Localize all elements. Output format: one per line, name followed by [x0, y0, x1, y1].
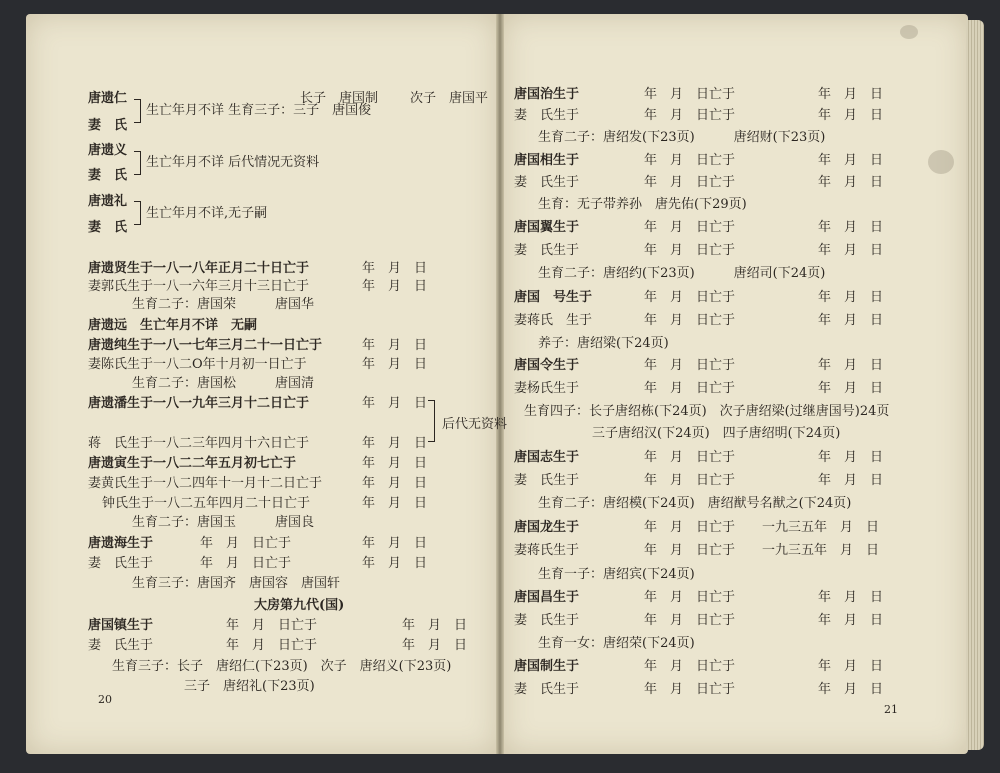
- text-line: 妻 氏生于: [514, 108, 580, 123]
- text-line: 生育：无子带养孙 唐先佑(下29页): [538, 197, 747, 212]
- text-line: 生亡年月不详 后代情况无资料: [146, 155, 320, 170]
- text-line: 年 月 日: [362, 536, 428, 551]
- text-line: 年 月 日亡于: [644, 381, 736, 396]
- text-line: 年 月 日: [818, 682, 884, 697]
- text-line: 三子唐绍汉(下24页) 四子唐绍明(下24页): [592, 426, 841, 441]
- text-line: 年 月 日: [362, 496, 428, 511]
- text-line: 次子 唐国平: [410, 91, 489, 106]
- text-line: 生育二子：唐国松 唐国清: [132, 376, 315, 391]
- text-line: 钟氏生于一八二五年四月二十日亡于: [102, 496, 311, 511]
- text-line: 妻 氏生于: [88, 556, 154, 571]
- text-line: 唐遗义: [88, 143, 128, 158]
- text-line: 年 月 日亡于: [644, 87, 736, 102]
- text-line: 三子 唐绍礼(下23页): [184, 679, 315, 694]
- text-line: 年 月 日: [362, 279, 428, 294]
- text-line: 年 月 日亡于: [644, 520, 736, 535]
- text-line: 年 月 日亡于: [226, 638, 318, 653]
- text-line: 唐国翼生于: [514, 220, 580, 235]
- text-line: 年 月 日亡于: [644, 290, 736, 305]
- text-line: 生育二子：唐绍约(下23页) 唐绍司(下24页): [538, 266, 826, 281]
- text-line: 年 月 日: [818, 87, 884, 102]
- text-line: 年 月 日: [818, 450, 884, 465]
- text-line: 唐国制生于: [514, 659, 580, 674]
- text-line: 一九三五年 月 日: [762, 543, 880, 558]
- text-line: 年 月 日: [818, 313, 884, 328]
- page-number-left: 20: [98, 693, 112, 706]
- text-line: 年 月 日亡于: [644, 613, 736, 628]
- text-line: 妻蒋氏生于: [514, 543, 580, 558]
- text-line: 年 月 日亡于: [644, 220, 736, 235]
- text-line: 妻郭氏生于一八一六年三月十三日亡于: [88, 279, 310, 294]
- text-line: 唐遗礼: [88, 194, 128, 209]
- text-line: 年 月 日: [402, 638, 468, 653]
- text-line: 年 月 日: [402, 618, 468, 633]
- text-line: 蒋 氏生于一八二三年四月十六日亡于: [88, 436, 310, 451]
- text-line: 唐遗海生于: [88, 536, 154, 551]
- text-line: 年 月 日亡于: [200, 556, 292, 571]
- text-line: 年 月 日: [818, 153, 884, 168]
- stain-mark: [928, 150, 954, 174]
- text-line: 年 月 日亡于: [644, 108, 736, 123]
- text-line: 妻 氏: [88, 168, 128, 183]
- text-line: 年 月 日: [362, 456, 428, 471]
- text-line: 养子：唐绍梁(下24页): [538, 336, 669, 351]
- text-line: 妻 氏生于: [514, 243, 580, 258]
- text-line: 唐国镇生于: [88, 618, 154, 633]
- text-line: 生亡年月不详 生育三子：三子 唐国俊: [146, 103, 372, 118]
- text-line: 年 月 日亡于: [644, 682, 736, 697]
- text-line: 妻蒋氏 生于: [514, 313, 593, 328]
- text-line: 年 月 日: [362, 261, 428, 276]
- text-line: 年 月 日: [818, 590, 884, 605]
- text-line: 唐国相生于: [514, 153, 580, 168]
- text-line: 妻杨氏生于: [514, 381, 580, 396]
- text-line: 生育一子：唐绍宾(下24页): [538, 567, 695, 582]
- text-line: 生育三子：唐国齐 唐国容 唐国轩: [132, 576, 341, 591]
- text-line: 生育二子：唐国荣 唐国华: [132, 297, 315, 312]
- book-gutter: [496, 14, 504, 754]
- bracket: [428, 400, 435, 442]
- text-line: 唐国志生于: [514, 450, 580, 465]
- text-line: 唐国 号生于: [514, 290, 593, 305]
- text-line: 年 月 日: [362, 396, 428, 411]
- text-line: 生育一女：唐绍荣(下24页): [538, 636, 695, 651]
- text-line: 妻 氏生于: [514, 682, 580, 697]
- text-line: 年 月 日亡于: [644, 659, 736, 674]
- text-line: 妻黄氏生于一八二四年十一月十二日亡于: [88, 476, 323, 491]
- text-line: 妻 氏: [88, 118, 128, 133]
- text-line: 年 月 日: [818, 108, 884, 123]
- text-line: 年 月 日亡于: [644, 590, 736, 605]
- text-line: 妻 氏生于: [514, 175, 580, 190]
- bracket: [134, 99, 141, 123]
- text-line: 年 月 日亡于: [644, 358, 736, 373]
- text-line: 唐国昌生于: [514, 590, 580, 605]
- bracket: [134, 151, 141, 175]
- text-line: 年 月 日: [362, 436, 428, 451]
- page-number-right: 21: [884, 703, 898, 716]
- text-line: 年 月 日亡于: [644, 243, 736, 258]
- text-line: 年 月 日: [818, 243, 884, 258]
- text-line: 一九三五年 月 日: [762, 520, 880, 535]
- text-line: 生育二子：唐国玉 唐国良: [132, 515, 315, 530]
- text-line: 唐遗寅生于一八二二年五月初七亡于: [88, 456, 297, 471]
- text-line: 年 月 日: [818, 358, 884, 373]
- text-line: 唐遗潘生于一八一九年三月十二日亡于: [88, 396, 310, 411]
- text-line: 妻 氏生于: [514, 473, 580, 488]
- text-line: 生亡年月不详,无子嗣: [146, 206, 268, 221]
- text-line: 妻陈氏生于一八二O年十月初一日亡于: [88, 357, 307, 372]
- text-line: 年 月 日: [362, 476, 428, 491]
- page-edges: [966, 20, 984, 750]
- text-line: 唐遗仁: [88, 91, 128, 106]
- text-line: 年 月 日: [818, 659, 884, 674]
- text-line: 唐国治生于: [514, 87, 580, 102]
- bracket: [134, 201, 141, 225]
- text-line: 唐遗远 生亡年月不详 无嗣: [88, 318, 258, 333]
- text-line: 年 月 日: [818, 220, 884, 235]
- text-line: 唐遗贤生于一八一八年正月二十日亡于: [88, 261, 310, 276]
- text-line: 长子 唐国制: [300, 91, 379, 106]
- stain-mark: [900, 25, 918, 39]
- text-line: 年 月 日亡于: [644, 450, 736, 465]
- text-line: 妻 氏生于: [514, 613, 580, 628]
- text-line: 妻 氏: [88, 220, 128, 235]
- text-line: 年 月 日: [362, 338, 428, 353]
- text-line: 妻 氏生于: [88, 638, 154, 653]
- text-line: 年 月 日: [818, 175, 884, 190]
- text-line: 年 月 日: [362, 556, 428, 571]
- text-line: 年 月 日亡于: [200, 536, 292, 551]
- text-line: 生育二子：唐绍发(下23页) 唐绍财(下23页): [538, 130, 826, 145]
- text-line: 生育二子：唐绍模(下24页) 唐绍猷号名猷之(下24页): [538, 496, 852, 511]
- text-line: 大房第九代(国): [254, 598, 345, 613]
- text-line: 年 月 日: [818, 381, 884, 396]
- text-line: 唐国令生于: [514, 358, 580, 373]
- text-line: 年 月 日亡于: [644, 543, 736, 558]
- text-line: 生育四子：长子唐绍栋(下24页) 次子唐绍梁(过继唐国号)24页: [524, 404, 890, 419]
- text-line: 年 月 日: [818, 290, 884, 305]
- text-line: 年 月 日: [818, 613, 884, 628]
- text-line: 年 月 日亡于: [226, 618, 318, 633]
- text-line: 年 月 日亡于: [644, 153, 736, 168]
- text-line: 年 月 日: [818, 473, 884, 488]
- text-line: 年 月 日亡于: [644, 175, 736, 190]
- text-line: 唐国龙生于: [514, 520, 580, 535]
- text-line: 年 月 日亡于: [644, 473, 736, 488]
- text-line: 唐遗纯生于一八一七年三月二十一日亡于: [88, 338, 323, 353]
- text-line: 年 月 日: [362, 357, 428, 372]
- text-line: 年 月 日亡于: [644, 313, 736, 328]
- text-line: 生育三子：长子 唐绍仁(下23页) 次子 唐绍义(下23页): [112, 659, 452, 674]
- text-line: 后代无资料: [442, 417, 508, 432]
